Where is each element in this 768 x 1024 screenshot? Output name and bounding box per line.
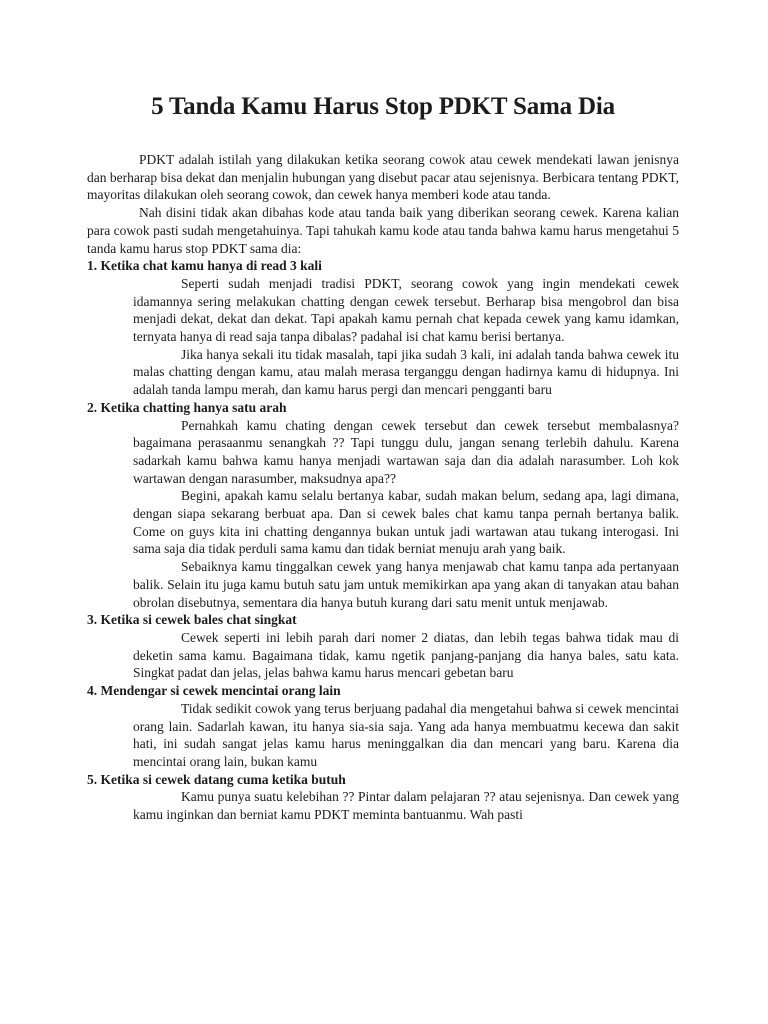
section-2-paragraph-2: Begini, apakah kamu selalu bertanya kabar, sudah makan belum, sedang apa, lagi dimana, dengan siapa sekarang berbuat apa. Dan si cewek bales chat kamu tanpa pernah bertanya balik. Come on guys kita ini chatting dengannya bukan untuk jadi wartawan atau tukang interogasi. Ini sama saja dia tidak perduli sama kamu dan tidak berniat menuju arah yang baik.	[133, 488, 679, 557]
intro-paragraph-2: Nah disini tidak akan dibahas kode atau tanda baik yang diberikan seorang cewek. Karena kalian para cowok pasti sudah mengetahuinya. Tapi tahukah kamu kode atau tanda bahwa kamu harus mengetahui 5 tanda kamu harus stop PDKT sama dia:	[87, 205, 679, 256]
section-1-heading: 1. Ketika chat kamu hanya di read 3 kali	[87, 258, 322, 274]
section-3-heading: 3. Ketika si cewek bales chat singkat	[87, 612, 297, 628]
section-2-heading: 2. Ketika chatting hanya satu arah	[87, 399, 287, 415]
section-1-paragraph-2: Jika hanya sekali itu tidak masalah, tapi jika sudah 3 kali, ini adalah tanda bahwa cewek itu malas chatting dengan kamu, atau malah merasa terganggu dengan hadirnya kamu di hidupnya. Ini adalah tanda lampu merah, dan kamu harus pergi dan mencari pengganti baru	[133, 346, 679, 398]
document-title: 5 Tanda Kamu Harus Stop PDKT Sama Dia	[151, 93, 615, 120]
section-4-paragraph-1: Tidak sedikit cowok yang terus berjuang padahal dia mengetahui bahwa si cewek mencintai orang lain. Sadarlah kawan, itu hanya sia-sia saja. Yang ada hanya membuatmu kecewa dan sakit hati, ini sudah sangat jelas kamu harus meninggalkan dia dan mencari yang baru. Karena dia mencintai orang lain, bukan kamu	[133, 700, 679, 769]
section-2-paragraph-3: Sebaiknya kamu tinggalkan cewek yang hanya menjawab chat kamu tanpa ada pertanyaan balik. Selain itu juga kamu butuh satu jam untuk memikirkan apa yang akan di tanyakan atau bahan obrolan disebutnya, sementara dia hanya butuh kurang dari satu menit untuk menjawab.	[133, 559, 679, 610]
document-page	[87, 92, 679, 824]
section-4-heading: 4. Mendengar si cewek mencintai orang lain	[87, 683, 341, 699]
section-3-paragraph-1: Cewek seperti ini lebih parah dari nomer 2 diatas, dan lebih tegas bahwa tidak mau di deketin sama kamu. Bagaimana tidak, kamu ngetik panjang-panjang dia hanya bales, satu kata. Singkat padat dan jelas, jelas bahwa kamu harus mencari gebetan baru	[133, 629, 679, 681]
section-5-paragraph-1: Kamu punya suatu kelebihan ?? Pintar dalam pelajaran ?? atau sejenisnya. Dan cewek yang kamu inginkan dan berniat kamu PDKT meminta bantuanmu. Wah pasti	[133, 789, 679, 823]
intro-paragraph-1: PDKT adalah istilah yang dilakukan ketika seorang cowok atau cewek mendekati lawan jenisnya dan berharap bisa dekat dan menjalin hubungan yang disebut pacar atau sejenisnya. Berbicara tentang PDKT, mayoritas dilakukan oleh seorang cowok, dan cewek hanya memberi kode atau tanda.	[87, 152, 679, 203]
section-5-heading: 5. Ketika si cewek datang cuma ketika butuh	[87, 771, 346, 787]
section-1-paragraph-1: Seperti sudah menjadi tradisi PDKT, seorang cowok yang ingin mendekati cewek idamannya sering melakukan chatting dengan cewek tersebut. Berharap bisa mengobrol dan bisa menjadi dekat, dekat dan dekat. Tapi apakah kamu pernah chat kepada cewek yang kamu idamkan, ternyata hanya di read saja tanpa dibalas? padahal isi chat kamu berisi bertanya.	[133, 275, 679, 345]
section-2-paragraph-1: Pernahkah kamu chating dengan cewek tersebut dan cewek tersebut membalasnya? bagaimana perasaanmu senangkah ?? Tapi tunggu dulu, jangan senang terlebih dahulu. Karena sadarkah kamu bahwa kamu hanya menjadi wartawan saja dan dia adalah narasumber. Loh kok wartawan dengan narasumber, maksudnya apa??	[133, 417, 679, 486]
